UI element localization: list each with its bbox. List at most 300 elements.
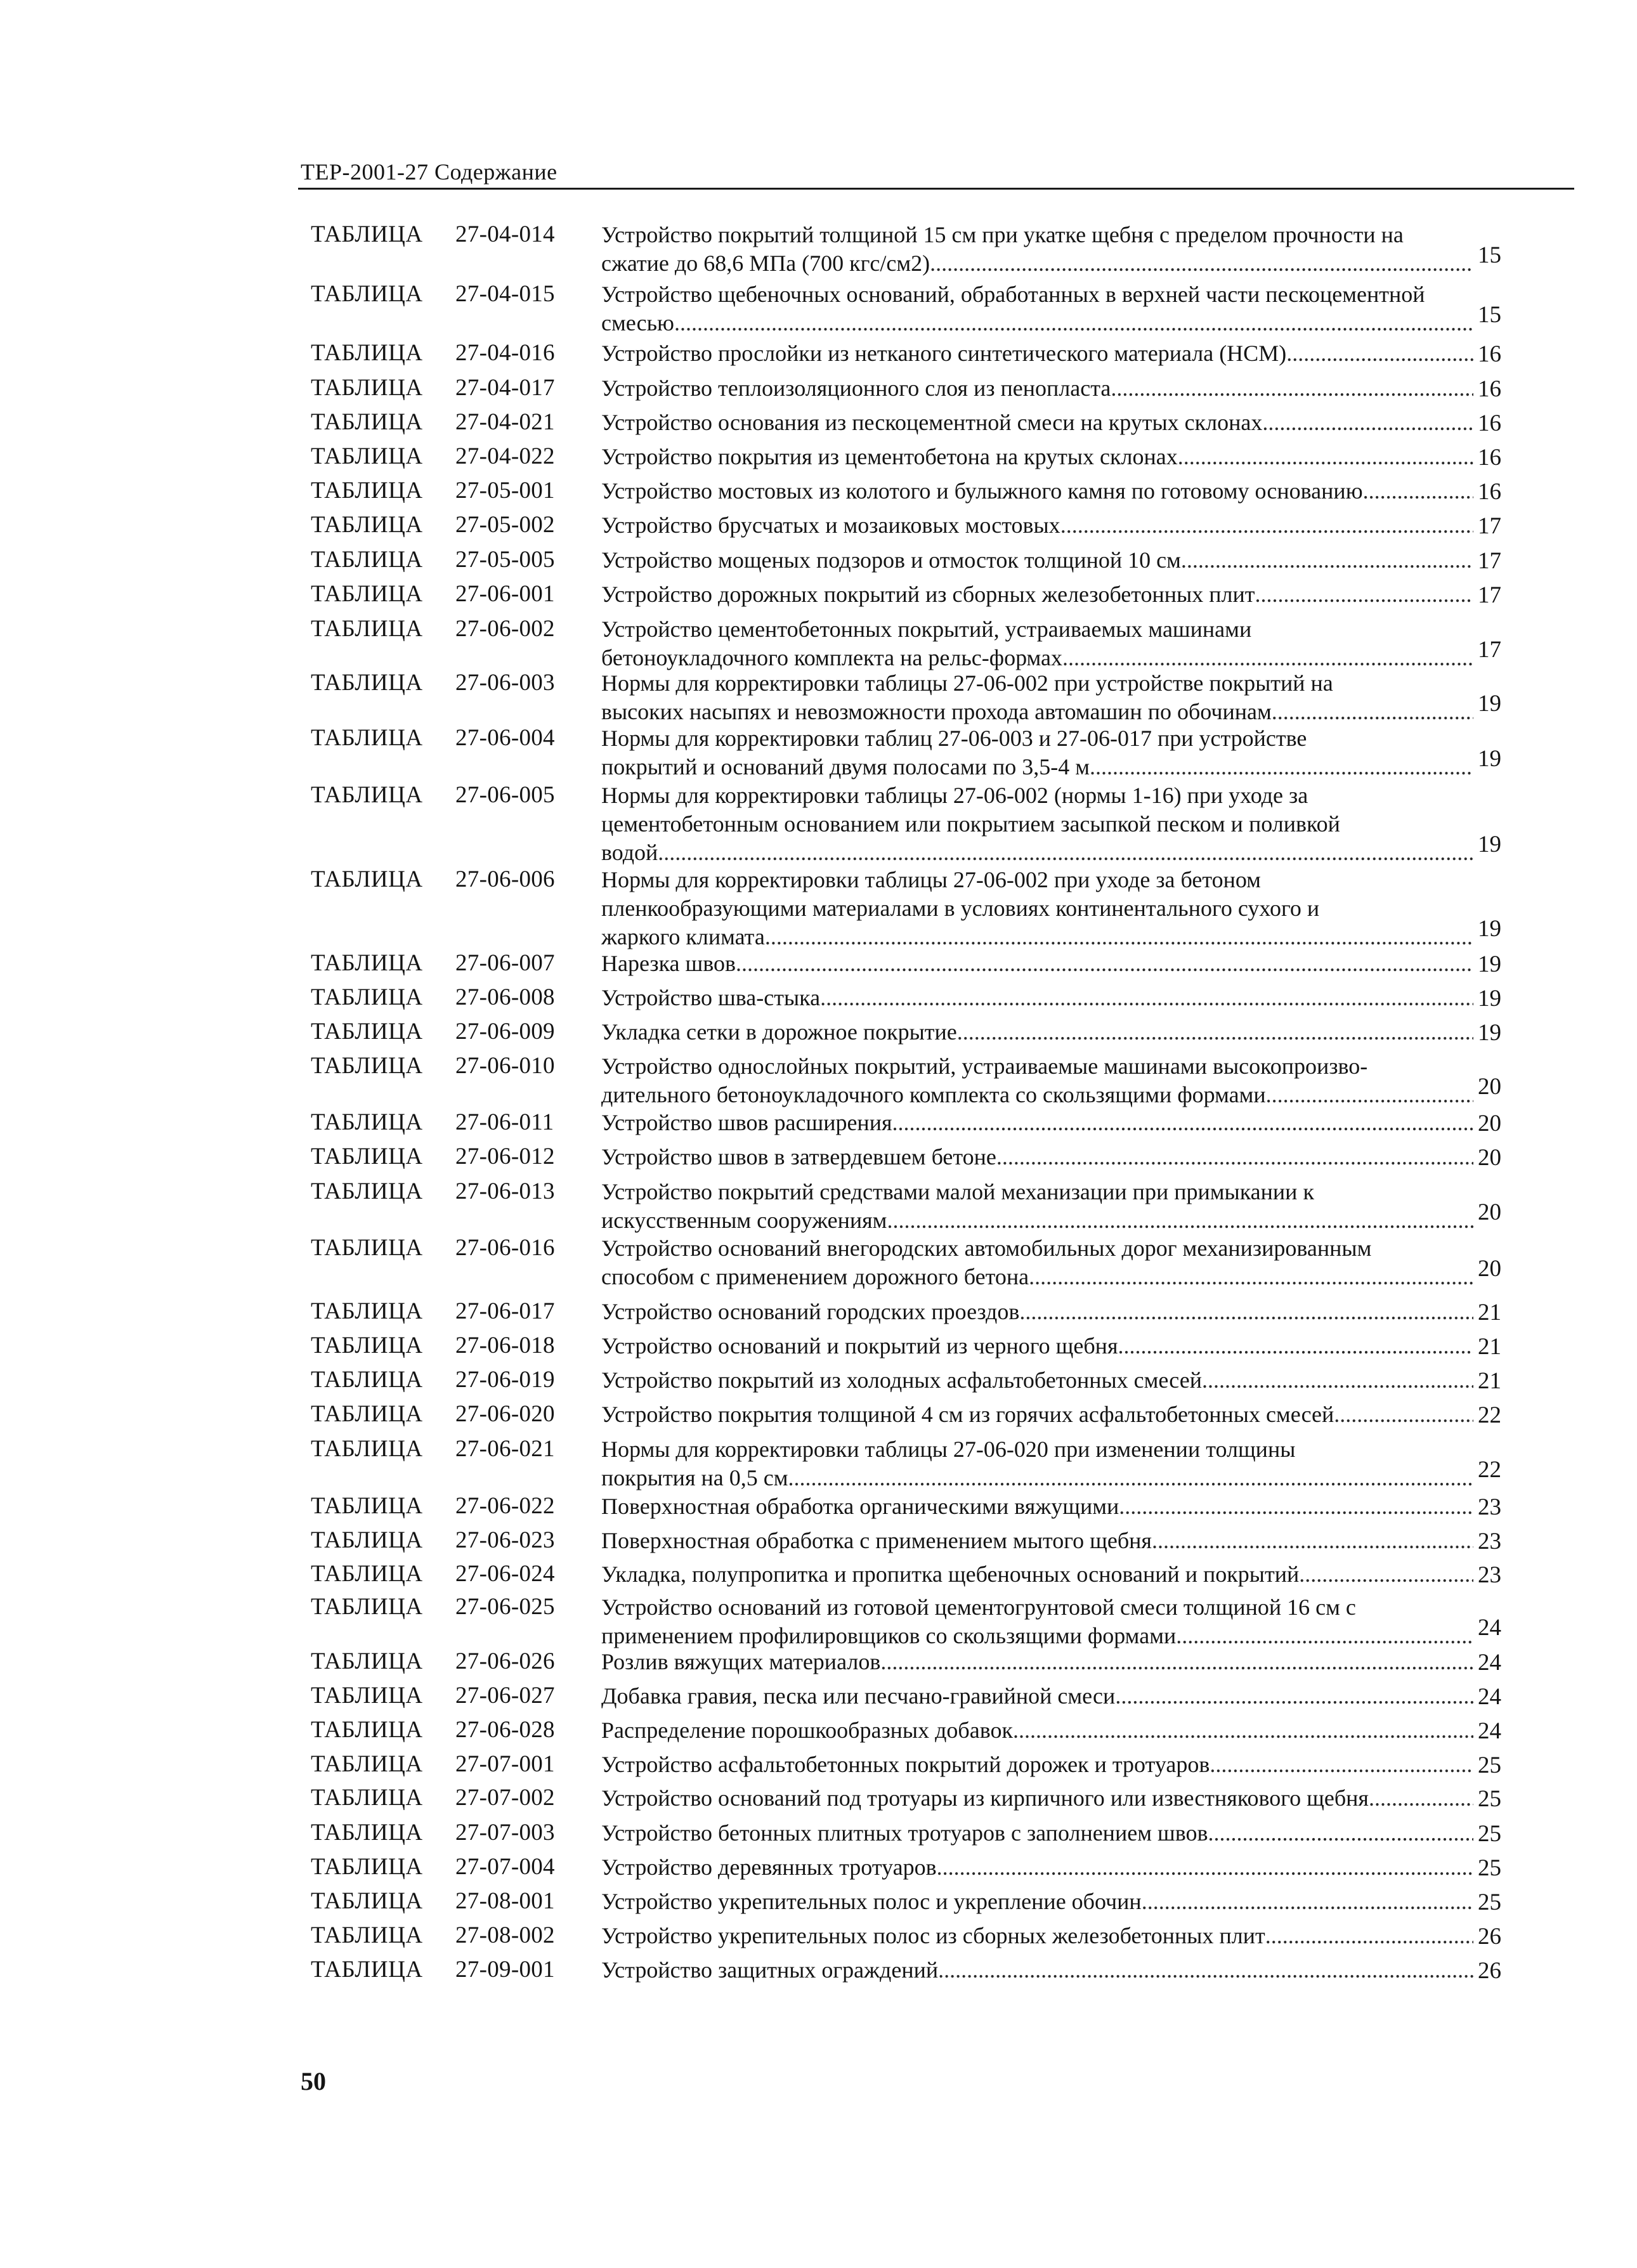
toc-entry-description [601, 1332, 1473, 1360]
toc-entry-label: ТАБЛИЦА [311, 1957, 423, 1983]
toc-entry-description [601, 866, 1473, 951]
toc-entry-page: 20 [1478, 1074, 1501, 1100]
toc-entry-table-number: 27-05-005 [455, 547, 555, 573]
toc-entry-description [601, 1750, 1473, 1779]
toc-entry-description [601, 1922, 1473, 1950]
toc-entry-description-text: водой [601, 840, 658, 865]
toc-entry-description-line [601, 1366, 1473, 1395]
toc-entry-table-number: 27-04-015 [455, 281, 555, 307]
toc-entry-description-text: Устройство брусчатых и мозаиковых мостовых [601, 512, 1060, 538]
toc-entry-label: ТАБЛИЦА [311, 1109, 423, 1135]
toc-entry-label: ТАБЛИЦА [311, 1888, 423, 1914]
dot-leader [1210, 1750, 1473, 1779]
toc-entry-description [601, 1819, 1473, 1848]
dot-leader [887, 1206, 1473, 1235]
toc-entry-description [601, 477, 1473, 505]
toc-entry-table-number: 27-09-001 [455, 1957, 555, 1983]
toc-entry-description-text: бетоноукладочного комплекта на рельс-формах [601, 645, 1063, 670]
toc-entry-description [601, 1298, 1473, 1326]
toc-entry-description-text: сжатие до 68,6 МПа (700 кгс/см2) [601, 251, 930, 276]
toc-entry-page: 21 [1478, 1300, 1501, 1326]
toc-entry-description-line: Нормы для корректировки таблиц 27-06-003 и 27-06-017 при устройстве [601, 726, 1307, 751]
toc-entry-table-number: 27-07-001 [455, 1751, 555, 1777]
toc-entry-description-text: Устройство оснований и покрытий из черного щебня [601, 1333, 1118, 1359]
toc-entry-label: ТАБЛИЦА [311, 409, 423, 435]
toc-entry-description-line: Устройство оснований внегородских автомобильных дорог механизированным [601, 1235, 1372, 1261]
toc-entry-description-text: Устройство шва-стыка [601, 985, 821, 1010]
toc-entry-label: ТАБЛИЦА [311, 1053, 423, 1079]
toc-entry-label: ТАБЛИЦА [311, 1594, 423, 1620]
toc-entry-description-text: Устройство швов в затвердевшем бетоне [601, 1144, 996, 1170]
toc-entry-table-number: 27-06-002 [455, 616, 555, 642]
toc-entry-label: ТАБЛИЦА [311, 1854, 423, 1880]
toc-entry-description-text: Устройство покрытия толщиной 4 см из горячих асфальтобетонных смесей [601, 1402, 1334, 1427]
dot-leader [1363, 477, 1473, 505]
toc-entry-description [601, 546, 1473, 575]
dot-leader [1013, 1716, 1473, 1745]
toc-entry-description-text: искусственным сооружениям [601, 1208, 887, 1233]
toc-entry-description-line [601, 949, 1473, 978]
toc-entry-description-text: Устройство мостовых из колотого и булыжного камня по готовому основанию [601, 478, 1363, 504]
toc-entry-description-line [601, 1648, 1473, 1676]
dot-leader [996, 1143, 1473, 1171]
toc-entry-description [601, 408, 1473, 437]
toc-entry-description-text: Поверхностная обработка органическими вяжущими [601, 1494, 1119, 1519]
toc-entry-description-text: Устройство оснований под тротуары из кирпичного или известнякового щебня [601, 1785, 1369, 1811]
toc-entry-page: 20 [1478, 1145, 1501, 1171]
toc-entry-table-number: 27-04-016 [455, 340, 555, 366]
toc-entry-description [601, 1527, 1473, 1555]
toc-entry-description [601, 280, 1473, 337]
toc-entry-description-line [601, 698, 1473, 726]
toc-entry-label: ТАБЛИЦА [311, 1178, 423, 1204]
toc-entry-page: 16 [1478, 341, 1501, 367]
toc-entry-page: 19 [1478, 746, 1501, 772]
toc-entry-table-number: 27-06-020 [455, 1401, 555, 1427]
toc-entry-page: 17 [1478, 582, 1501, 608]
toc-entry-table-number: 27-06-024 [455, 1561, 555, 1587]
toc-entry-description [601, 1400, 1473, 1429]
toc-entry-description-line: Устройство однослойных покрытий, устраиваемые машинами высокопроизво- [601, 1053, 1368, 1079]
dot-leader [1060, 511, 1473, 540]
toc-entry-description-text: Устройство оснований городских проездов [601, 1299, 1020, 1324]
toc-entry-description [601, 1366, 1473, 1395]
dot-leader [1090, 753, 1473, 781]
toc-entry-description [601, 1956, 1473, 1984]
toc-entry-description-line [601, 1464, 1473, 1492]
dot-leader [1266, 1081, 1473, 1109]
toc-entry-description [601, 1143, 1473, 1171]
toc-entry-table-number: 27-07-003 [455, 1820, 555, 1846]
toc-entry-label: ТАБЛИЦА [311, 1683, 423, 1709]
toc-entry-label: ТАБЛИЦА [311, 616, 423, 642]
toc-entry-description-text: дительного бетоноукладочного комплекта со скользящими формами [601, 1082, 1266, 1107]
toc-entry-description-line [601, 1143, 1473, 1171]
toc-entry-description-text: покрытия на 0,5 см [601, 1465, 788, 1490]
toc-entry-table-number: 27-06-005 [455, 782, 555, 808]
toc-entry-description [601, 1435, 1473, 1492]
dot-leader [1119, 1492, 1473, 1521]
toc-entry-description-line [601, 1081, 1473, 1109]
toc-entry-table-number: 27-06-011 [455, 1109, 554, 1135]
toc-entry-description-line [601, 477, 1473, 505]
toc-entry-page: 26 [1478, 1958, 1501, 1984]
toc-entry-description [601, 724, 1473, 781]
toc-entry-description-text: Устройство основания из пескоцементной смеси на крутых склонах [601, 410, 1263, 435]
toc-entry-page: 19 [1478, 986, 1501, 1012]
dot-leader [1178, 443, 1473, 471]
toc-entry-label: ТАБЛИЦА [311, 1019, 423, 1045]
toc-entry-description-text: Устройство швов расширения [601, 1110, 892, 1135]
toc-entry-label: ТАБЛИЦА [311, 1527, 423, 1553]
toc-entry-description-text: Устройство мощеных подзоров и отмосток толщиной 10 см [601, 547, 1181, 573]
toc-entry-page: 25 [1478, 1889, 1501, 1915]
toc-entry-page: 25 [1478, 1855, 1501, 1881]
toc-entry-table-number: 27-06-017 [455, 1298, 555, 1324]
toc-entry-label: ТАБЛИЦА [311, 443, 423, 469]
toc-entry-table-number: 27-06-013 [455, 1178, 555, 1204]
toc-entry-page: 21 [1478, 1368, 1501, 1394]
toc-entry-page: 25 [1478, 1752, 1501, 1778]
toc-entry-page: 16 [1478, 410, 1501, 436]
toc-entry-page: 20 [1478, 1111, 1501, 1137]
toc-entry-label: ТАБЛИЦА [311, 281, 423, 307]
toc-entry-label: ТАБЛИЦА [311, 340, 423, 366]
toc-entry-page: 17 [1478, 548, 1501, 574]
toc-entry-description-line [601, 249, 1473, 278]
toc-entry-description-line [601, 923, 1473, 951]
toc-entry-page: 19 [1478, 831, 1501, 857]
toc-entry-description-text: Устройство прослойки из нетканого синтетического материала (НСМ) [601, 341, 1287, 366]
toc-entry-label: ТАБЛИЦА [311, 547, 423, 573]
toc-entry-page: 19 [1478, 951, 1501, 977]
toc-entry-description-text: покрытий и оснований двумя полосами по 3,5-4 м [601, 754, 1090, 779]
toc-entry-page: 15 [1478, 242, 1501, 268]
toc-entry-table-number: 27-06-009 [455, 1019, 555, 1045]
toc-entry-description-line: цементобетонным основанием или покрытием засыпкой песком и поливкой [601, 811, 1340, 837]
toc-entry-table-number: 27-04-017 [455, 375, 555, 401]
toc-entry-description [601, 221, 1473, 278]
toc-entry-label: ТАБЛИЦА [311, 1820, 423, 1846]
toc-entry-description [601, 1109, 1473, 1137]
toc-entry-description [601, 781, 1473, 867]
toc-entry-description-line [601, 309, 1473, 337]
toc-entry-description-line: Нормы для корректировки таблицы 27-06-002 при уходе за бетоном [601, 867, 1261, 892]
toc-entry-description [601, 1853, 1473, 1882]
toc-entry-description-line [601, 1622, 1473, 1650]
toc-entry-description-text: Укладка сетки в дорожное покрытие [601, 1019, 957, 1045]
toc-entry-description [601, 1716, 1473, 1745]
toc-entry-description-line: Устройство щебеночных оснований, обработанных в верхней части пескоцементной [601, 282, 1425, 307]
toc-entry-description-text: Устройство дорожных покрытий из сборных железобетонных плит [601, 582, 1255, 607]
toc-entry-description [601, 1560, 1473, 1589]
toc-entry-page: 24 [1478, 1615, 1501, 1641]
toc-entry-table-number: 27-06-012 [455, 1144, 555, 1170]
toc-entry-description [601, 339, 1473, 368]
toc-entry-page: 17 [1478, 513, 1501, 539]
toc-entry-page: 25 [1478, 1786, 1501, 1812]
toc-entry-label: ТАБЛИЦА [311, 1493, 423, 1519]
toc-entry-page: 19 [1478, 916, 1501, 942]
toc-entry-description-text: Добавка гравия, песка или песчано-гравийной смеси [601, 1683, 1116, 1709]
toc-entry-page: 16 [1478, 445, 1501, 471]
toc-entry-description [601, 1682, 1473, 1711]
dot-leader [674, 309, 1473, 337]
toc-entry-description [601, 1178, 1473, 1235]
toc-entry-description-text: Распределение порошкообразных добавок [601, 1717, 1013, 1743]
toc-entry-description-line [601, 339, 1473, 368]
dot-leader [1176, 1622, 1473, 1650]
toc-entry-description-text: Устройство деревянных тротуаров [601, 1854, 937, 1880]
dot-leader [1019, 1298, 1473, 1326]
dot-leader [1062, 644, 1473, 672]
toc-entry-description-text: применением профилировщиков со скользящими формами [601, 1623, 1177, 1648]
dot-leader [1115, 1682, 1473, 1711]
toc-entry-description-text: Устройство укрепительных полос из сборных железобетонных плит [601, 1923, 1265, 1948]
toc-entry-description-line [601, 408, 1473, 437]
toc-entry-table-number: 27-06-023 [455, 1527, 555, 1553]
toc-entry-page: 23 [1478, 1528, 1501, 1554]
toc-entry-page: 19 [1478, 1020, 1501, 1046]
toc-entry-label: ТАБЛИЦА [311, 1751, 423, 1777]
toc-entry-description-line: Устройство цементобетонных покрытий, устраиваемых машинами [601, 616, 1252, 642]
toc-entry-table-number: 27-06-007 [455, 950, 555, 976]
toc-entry-table-number: 27-06-016 [455, 1235, 555, 1261]
dot-leader [1208, 1819, 1473, 1848]
toc-entry-table-number: 27-06-027 [455, 1683, 555, 1709]
toc-entry-description-line: Нормы для корректировки таблицы 27-06-002 (нормы 1-16) при уходе за [601, 783, 1308, 808]
toc-entry-page: 21 [1478, 1334, 1501, 1360]
dot-leader [1181, 546, 1473, 575]
toc-entry-description-line [601, 644, 1473, 672]
dot-leader [1265, 1922, 1473, 1950]
toc-entry-description [601, 669, 1473, 726]
toc-entry-description-line [601, 1716, 1473, 1745]
toc-entry-page: 23 [1478, 1562, 1501, 1588]
toc-entry-table-number: 27-06-025 [455, 1594, 555, 1620]
toc-entry-table-number: 27-06-001 [455, 581, 555, 607]
dot-leader [736, 949, 1473, 978]
toc-entry-description [601, 1593, 1473, 1650]
toc-entry-page: 24 [1478, 1684, 1501, 1710]
toc-entry-description-line: Нормы для корректировки таблицы 27-06-020 при изменении толщины [601, 1437, 1296, 1462]
toc-entry-description-line [601, 374, 1473, 403]
toc-entry-description [601, 443, 1473, 471]
toc-entry-description-text: Устройство покрытия из цементобетона на крутых склонах [601, 444, 1178, 469]
toc-entry-label: ТАБЛИЦА [311, 375, 423, 401]
toc-entry-table-number: 27-06-004 [455, 725, 555, 751]
dot-leader [1286, 339, 1473, 368]
toc-entry-table-number: 27-04-022 [455, 443, 555, 469]
dot-leader [1029, 1263, 1473, 1291]
toc-entry-label: ТАБЛИЦА [311, 1436, 423, 1462]
toc-entry-description-line [601, 443, 1473, 471]
toc-entry-page: 26 [1478, 1924, 1501, 1950]
toc-entry-label: ТАБЛИЦА [311, 1144, 423, 1170]
toc-entry-description [601, 1234, 1473, 1291]
toc-entry-description-line [601, 1853, 1473, 1882]
toc-entry-page: 25 [1478, 1821, 1501, 1847]
toc-entry-description-text: Устройство бетонных плитных тротуаров с заполнением швов [601, 1820, 1208, 1846]
dot-leader [892, 1109, 1473, 1137]
toc-entry-description-line: Устройство покрытий толщиной 15 см при укатке щебня с пределом прочности на [601, 222, 1404, 247]
toc-entry-description-text: высоких насыпях и невозможности прохода автомашин по обочинам [601, 699, 1272, 724]
toc-entry-description [601, 984, 1473, 1012]
toc-entry-description-line: Нормы для корректировки таблицы 27-06-002 при устройстве покрытий на [601, 670, 1333, 696]
toc-entry-description-line [601, 753, 1473, 781]
toc-entry-description [601, 374, 1473, 403]
toc-entry-table-number: 27-05-002 [455, 512, 555, 538]
toc-entry-description [601, 1492, 1473, 1521]
toc-entry-label: ТАБЛИЦА [311, 782, 423, 808]
toc-entry-table-number: 27-08-002 [455, 1922, 555, 1948]
toc-entry-description-line: Устройство покрытий средствами малой механизации при примыкании к [601, 1179, 1314, 1204]
toc-entry-label: ТАБЛИЦА [311, 725, 423, 751]
toc-entry-label: ТАБЛИЦА [311, 984, 423, 1010]
toc-entry-description-line [601, 838, 1473, 867]
toc-entry-table-number: 27-06-018 [455, 1333, 555, 1359]
toc-entry-page: 20 [1478, 1256, 1501, 1282]
header-title: ТЕР-2001-27 Содержание [301, 159, 558, 185]
toc-entry-page: 24 [1478, 1718, 1501, 1744]
toc-entry-description-line: Устройство оснований из готовой цементогрунтовой смеси толщиной 16 см с [601, 1594, 1356, 1620]
toc-entry-table-number: 27-04-014 [455, 221, 555, 247]
toc-entry-description-text: смесью [601, 310, 674, 336]
dot-leader [765, 923, 1473, 951]
toc-entry-page: 20 [1478, 1199, 1501, 1225]
toc-entry-table-number: 27-08-001 [455, 1888, 555, 1914]
toc-entry-page: 22 [1478, 1457, 1501, 1483]
toc-entry-description-line [601, 1298, 1473, 1326]
dot-leader [938, 1956, 1473, 1984]
toc-entry-page: 23 [1478, 1494, 1501, 1520]
toc-entry-page: 15 [1478, 302, 1501, 328]
toc-entry-page: 16 [1478, 479, 1501, 505]
dot-leader [788, 1464, 1473, 1492]
toc-entry-table-number: 27-06-028 [455, 1717, 555, 1743]
toc-entry-description [601, 949, 1473, 978]
dot-leader [880, 1648, 1473, 1676]
toc-entry-label: ТАБЛИЦА [311, 1333, 423, 1359]
toc-entry-description-text: Устройство укрепительных полос и укрепление обочин [601, 1889, 1142, 1914]
toc-entry-description-text: Розлив вяжущих материалов [601, 1649, 881, 1674]
dot-leader [658, 838, 1473, 867]
toc-entry-description-text: Устройство покрытий из холодных асфальтобетонных смесей [601, 1367, 1202, 1393]
toc-entry-table-number: 27-06-022 [455, 1493, 555, 1519]
toc-entry-label: ТАБЛИЦА [311, 512, 423, 538]
dot-leader [1272, 698, 1473, 726]
dot-leader [1142, 1887, 1473, 1916]
toc-entry-description [601, 1648, 1473, 1676]
toc-entry-description-line [601, 1956, 1473, 1984]
toc-entry-description-line [601, 1527, 1473, 1555]
dot-leader [957, 1018, 1473, 1046]
dot-leader [1369, 1784, 1473, 1813]
toc-entry-label: ТАБЛИЦА [311, 581, 423, 607]
toc-entry-label: ТАБЛИЦА [311, 1648, 423, 1674]
toc-entry-table-number: 27-06-019 [455, 1367, 555, 1393]
dot-leader [1202, 1366, 1473, 1395]
toc-entry-label: ТАБЛИЦА [311, 1561, 423, 1587]
toc-entry-table-number: 27-06-021 [455, 1436, 555, 1462]
toc-entry-label: ТАБЛИЦА [311, 1717, 423, 1743]
toc-entry-label: ТАБЛИЦА [311, 1401, 423, 1427]
toc-entry-label: ТАБЛИЦА [311, 1235, 423, 1261]
toc-entry-description-text: Устройство защитных ограждений [601, 1957, 939, 1983]
toc-entry-description [601, 615, 1473, 672]
toc-entry-page: 17 [1478, 637, 1501, 663]
toc-entry-description-line [601, 511, 1473, 540]
toc-entry-label: ТАБЛИЦА [311, 478, 423, 504]
toc-entry-description-line [601, 1109, 1473, 1137]
toc-entry-label: ТАБЛИЦА [311, 670, 423, 696]
toc-entry-description-text: Поверхностная обработка с применением мытого щебня [601, 1528, 1152, 1553]
toc-entry-label: ТАБЛИЦА [311, 1785, 423, 1811]
toc-entry-table-number: 27-06-026 [455, 1648, 555, 1674]
dot-leader [937, 1853, 1473, 1882]
toc-entry-description-line [601, 1784, 1473, 1813]
toc-entry-description-line [601, 1206, 1473, 1235]
toc-entry-description-line [601, 1682, 1473, 1711]
toc-entry-description [601, 1887, 1473, 1916]
toc-entry-table-number: 27-06-010 [455, 1053, 555, 1079]
toc-entry-description-line [601, 1750, 1473, 1779]
toc-entry-page: 19 [1478, 691, 1501, 717]
dot-leader [1152, 1527, 1473, 1555]
toc-entry-description-line [601, 1819, 1473, 1848]
toc-entry-description-text: жаркого климата [601, 924, 765, 949]
toc-entry-description-text: Устройство асфальтобетонных покрытий дорожек и тротуаров [601, 1752, 1210, 1777]
toc-entry-table-number: 27-05-001 [455, 478, 555, 504]
toc-entry-description-line: пленкообразующими материалами в условиях континентального сухого и [601, 896, 1320, 921]
toc-entry-description [601, 511, 1473, 540]
toc-entry-label: ТАБЛИЦА [311, 950, 423, 976]
toc-entry-description-line [601, 546, 1473, 575]
dot-leader [1255, 580, 1473, 609]
dot-leader [820, 984, 1473, 1012]
toc-entry-label: ТАБЛИЦА [311, 1922, 423, 1948]
dot-leader [930, 249, 1473, 278]
toc-entry-description-line [601, 1263, 1473, 1291]
toc-entry-table-number: 27-06-003 [455, 670, 555, 696]
toc-entry-description-line [601, 580, 1473, 609]
dot-leader [1118, 1332, 1474, 1360]
toc-entry-description-line [601, 1492, 1473, 1521]
toc-entry-label: ТАБЛИЦА [311, 221, 423, 247]
toc-entry-description-line [601, 984, 1473, 1012]
toc-entry-page: 24 [1478, 1650, 1501, 1676]
toc-entry-description-line [601, 1560, 1473, 1589]
page-number: 50 [301, 2067, 326, 2095]
toc-entry-table-number: 27-07-002 [455, 1785, 555, 1811]
toc-entry-page: 22 [1478, 1402, 1501, 1428]
toc-entry-description-line [601, 1332, 1473, 1360]
toc-entry-description [601, 1784, 1473, 1813]
toc-entry-label: ТАБЛИЦА [311, 1298, 423, 1324]
dot-leader [1262, 408, 1473, 437]
dot-leader [1111, 374, 1473, 403]
toc-entry-description [601, 580, 1473, 609]
dot-leader [1299, 1560, 1473, 1589]
toc-entry-page: 16 [1478, 376, 1501, 402]
toc-entry-table-number: 27-06-006 [455, 866, 555, 892]
toc-entry-table-number: 27-07-004 [455, 1854, 555, 1880]
toc-entry-table-number: 27-06-008 [455, 984, 555, 1010]
toc-entry-label: ТАБЛИЦА [311, 1367, 423, 1393]
toc-entry-description [601, 1052, 1473, 1109]
toc-entry-description [601, 1018, 1473, 1046]
toc-entry-description-line [601, 1018, 1473, 1046]
